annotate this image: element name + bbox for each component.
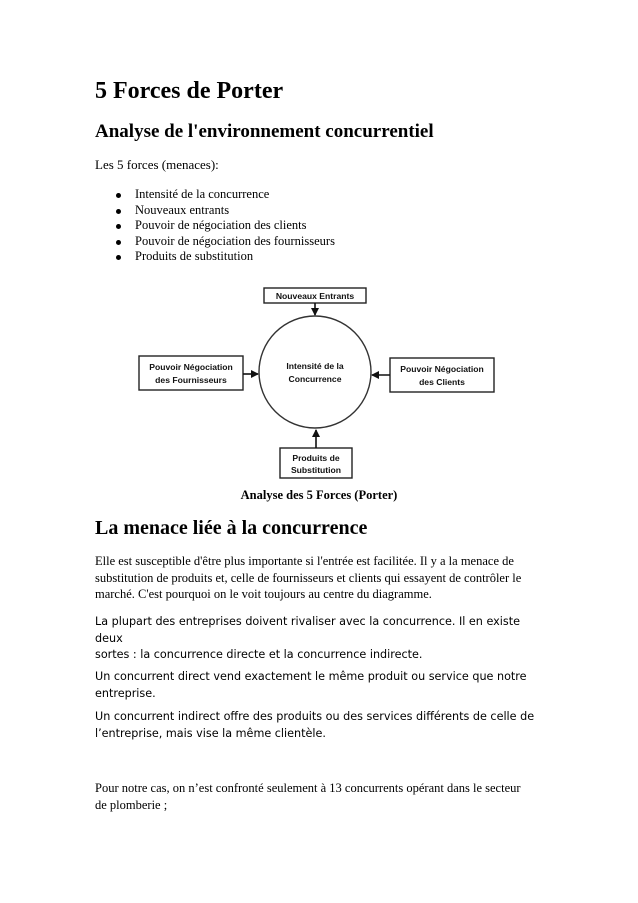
bullet-icon [116,224,121,229]
right-box-label-line2: des Clients [419,377,465,387]
center-label-line1: Intensité de la [286,361,344,371]
paragraph-line: Pour notre cas, on n’est confronté seulement à 13 concurrents opérant dans le secteur [95,781,521,795]
bottom-box-label-line1: Produits de [292,453,340,463]
paragraph-4 [95,709,545,742]
paragraph-line: de plomberie ; [95,797,168,812]
bullet-icon [116,193,121,198]
paragraph-3 [95,669,545,702]
porter-diagram [130,278,500,483]
intro-text: Les 5 forces (menaces): [95,157,219,172]
paragraph-line: l’entreprise, mais vise la même clientèle. [95,726,326,740]
bullet-icon [116,255,121,260]
list-item-label: Pouvoir de négociation des clients [135,218,307,232]
list-item [95,203,335,219]
section-heading: La menace liée à la concurrence [95,517,368,539]
list-item-label: Intensité de la concurrence [135,187,270,201]
list-item-label: Pouvoir de négociation des fournisseurs [135,233,335,248]
center-circle [259,316,371,428]
right-box-label-line1: Pouvoir Négociation [400,364,484,374]
paragraph-line: La plupart des entreprises doivent rivaliser avec la concurrence. Il en existe deux [95,615,520,645]
page-title: 5 Forces de Porter [95,78,284,104]
list-item [95,234,335,250]
paragraph-line: Elle est susceptible d'être plus importante si l'entrée est facilitée. Il y a la menace de [95,554,514,568]
list-item [95,218,335,234]
paragraph-line: sortes : la concurrence directe et la concurrence indirecte. [95,648,423,661]
paragraph-line: entreprise. [95,686,156,700]
forces-list [95,187,335,265]
bottom-box-label-line2: Substitution [290,465,342,475]
page-subtitle: Analyse de l'environnement concurrentiel [95,121,434,142]
diagram-caption: Analyse des 5 Forces (Porter) [240,488,398,502]
list-item [95,187,335,203]
left-box-label-line2: des Fournisseurs [155,375,227,385]
paragraph-line: Un concurrent indirect offre des produits ou des services différents de celle de [95,710,535,723]
bullet-icon [116,240,121,245]
list-item-label: Nouveaux entrants [135,202,230,217]
list-item-label: Produits de substitution [135,249,254,263]
left-box-label-line1: Pouvoir Négociation [149,362,233,372]
paragraph-5 [95,780,545,813]
center-label-line2: Concurrence [288,374,342,384]
paragraph-line: Un concurrent direct vend exactement le même produit ou service que notre [95,670,527,683]
paragraph-line: substitution de produits et, celle de fournisseurs et clients qui essayent de contrôler le [95,570,522,585]
paragraph-2 [95,614,545,664]
list-item [95,249,335,265]
paragraph-line: marché. C'est pourquoi on le voit toujours au centre du diagramme. [95,587,432,601]
bullet-icon [116,209,121,214]
top-box-label: Nouveaux Entrants [275,291,355,301]
paragraph-1 [95,553,545,603]
